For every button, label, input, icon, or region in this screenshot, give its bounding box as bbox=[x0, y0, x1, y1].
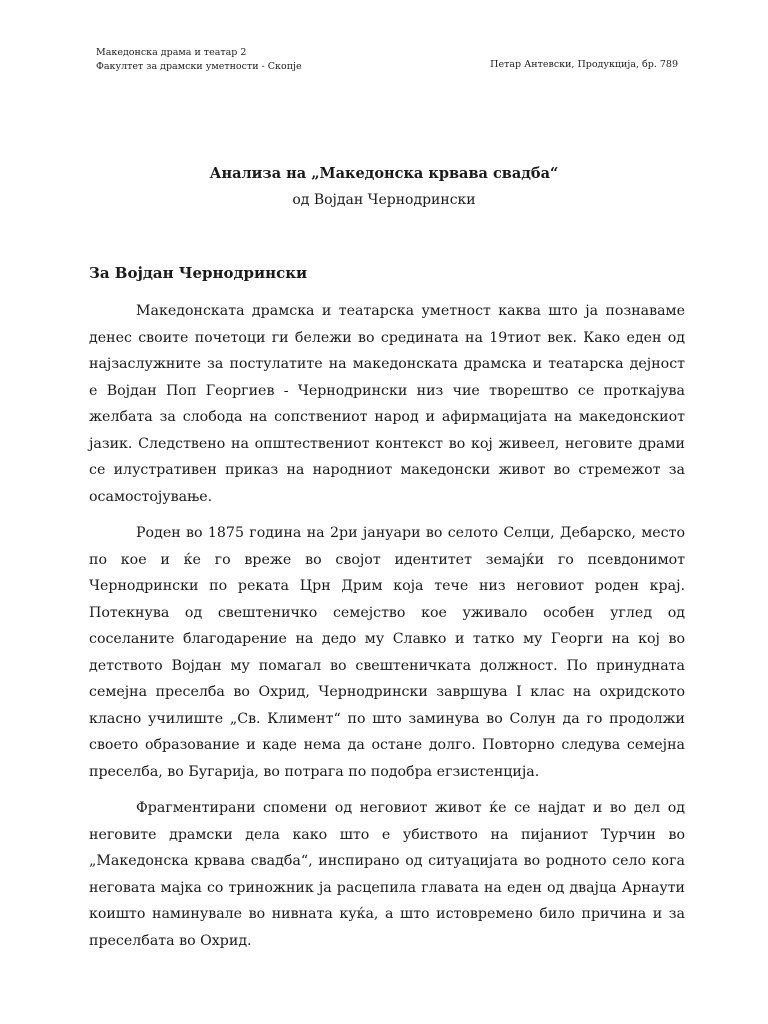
header-faculty: Факултет за драмски уметности - Скопје bbox=[96, 61, 302, 72]
document-subtitle: од Војдан Чернодрински bbox=[292, 192, 476, 208]
document-title: Анализа на „Македонска крвава свадба“ bbox=[209, 165, 559, 182]
section-heading: За Војдан Чернодрински bbox=[89, 264, 308, 282]
header-left bbox=[96, 46, 302, 74]
paragraph: Роден во 1875 година на 2ри јануари во селото Селци, Дебарско, место по кое и ќе го вреже во својот идентитет земајќи го псевдонимот Чернодрински по реката Црн Дрим која тече низ неговиот роден крај. Потекнува од свештеничко семејство кое уживало особен углед од соселаните благодарение на дедо му Славко и татко му Георги на кој во детството Војдан му помагал во свештеничката должност. По принудната семејна преселба во Охрид, Чернодрински завршува I клас на охридското класно училиште „Св. Климент“ по што заминува во Солун да го продолжи своето образование и каде нема да остане долго. Повторно следува семејна преселба, во Бугарија, во потрага по подобра егзистенција. bbox=[89, 525, 685, 780]
section-body bbox=[89, 298, 685, 964]
paragraph: Македонската драмска и театарска уметност каква што ја познаваме денес своите почетоци ги бележи во средината на 19тиот век. Како еден од најзаслужните за постулатите на македонската драмска и театарска дејност е Војдан Поп Георгиев - Чернодрински низ чие творештво се проткајува желбата за слобода на сопствениот народ и афирмацијата на македонскиот јазик. Следствено на општествениот контекст во кој живеел, неговите драми се илустративен приказ на народниот македонски живот во стремежот за осамостојување. bbox=[89, 303, 685, 505]
header-course: Македонска драма и театар 2 bbox=[96, 47, 247, 58]
header-author: Петар Антевски, Продукција, бр. 789 bbox=[490, 59, 678, 70]
paragraph: Фрагментирани спомени од неговиот живот ќе се најдат и во дел од неговите драмски дела како што е убиството на пијаниот Турчин во „Македонска крвава свадба“, инспирано од ситуацијата во родното село кога неговата мајка со триножник ја расцепила главата на еден од двајца Арнаути коишто наминувале во нивната куќа, а што истовремено било причина и за преселбата во Охрид. bbox=[89, 800, 685, 949]
